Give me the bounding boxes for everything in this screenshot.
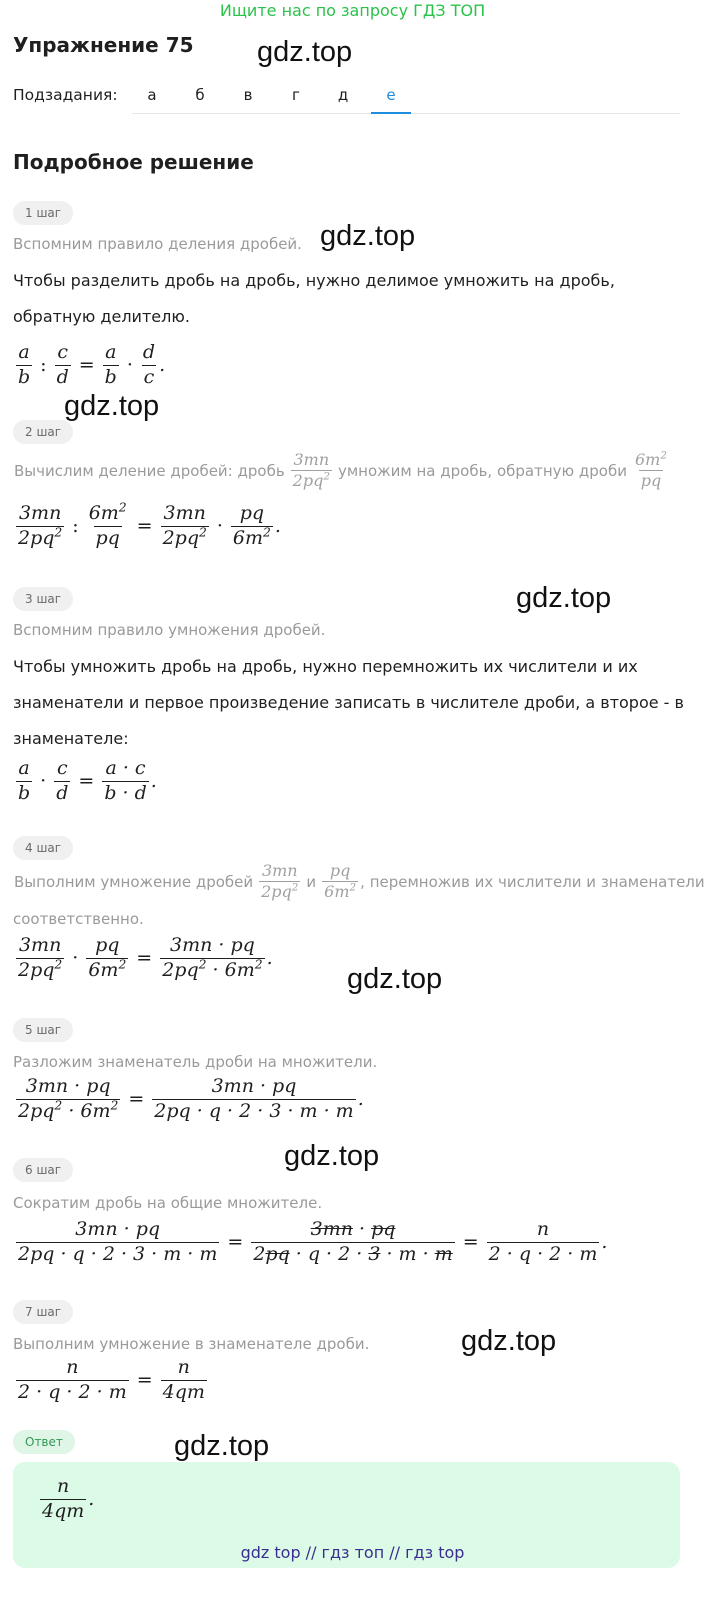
page-title: Упражнение 75 <box>13 33 194 57</box>
section-title: Подробное решение <box>13 150 254 174</box>
tab-subtask-a[interactable]: а <box>147 86 157 104</box>
subtasks-label: Подзадания: <box>13 86 118 104</box>
step-1-text-line-2: обратную делителю. <box>13 307 190 326</box>
step-2-hint: Вычислим деление дробей: дробь $\frac{3mn}{2pq^2}$ умножим на дробь, обратную дроби $\frac{6m^2}{pq}$ <box>14 449 667 491</box>
tab-subtask-b[interactable]: б <box>195 86 205 104</box>
step-4-hint: Выполним умножение дробей $\frac{3mn}{2pq^2}$ и $\frac{pq}{6m^2}$ , перемножив их числители и знаменатели <box>14 861 705 902</box>
step-3-text-line-2: знаменатели и первое произведение записать в числителе дроби, а второе - в <box>13 693 684 712</box>
watermark: gdz.top <box>284 1140 380 1172</box>
answer-formula: $\frac{n}{4qm}$ . <box>42 1475 95 1522</box>
watermark: gdz.top <box>257 36 353 68</box>
answer-badge: Ответ <box>13 1430 75 1454</box>
watermark: gdz.top <box>347 963 443 995</box>
step-badge-4: 4 шаг <box>13 836 73 860</box>
tab-subtask-v[interactable]: в <box>243 86 253 104</box>
step-badge-3: 3 шаг <box>13 587 73 611</box>
step-7-formula: $\frac{n}{2 \cdot q \cdot 2 \cdot m}$ = $\frac{n}{4qm}$ <box>18 1356 205 1403</box>
tab-subtask-d[interactable]: д <box>337 86 349 104</box>
step-5-hint: Разложим знаменатель дроби на множители. <box>13 1053 378 1071</box>
watermark: gdz.top <box>516 582 612 614</box>
step-7-hint: Выполним умножение в знаменателе дроби. <box>13 1335 370 1353</box>
subtask-tabs <box>132 76 680 114</box>
division-rule-formula: $\frac{a}{b}$ : $\frac{c}{d}$ = $\frac{a}{b}$ · $\frac{d}{c}$ . <box>18 341 166 388</box>
tab-subtask-g[interactable]: г <box>292 86 300 104</box>
multiplication-rule-formula: $\frac{a}{b}$ · $\frac{c}{d}$ = $\frac{a \cdot c}{b \cdot d}$ . <box>18 757 157 804</box>
watermark: gdz.top <box>461 1325 557 1357</box>
top-search-link[interactable]: Ищите нас по запросу ГДЗ ТОП <box>219 1 486 20</box>
step-6-formula: $\frac{3mn \cdot pq}{2pq \cdot q \cdot 2 \cdot 3 \cdot m \cdot m}$ = $\frac{3mn \cdot pq}{2pq \cdot q \cdot 2 \cdot 3 \cdot m \cdot m}$ = $\frac{n}{2 \cdot q \cdot 2 \cdot m}$ . <box>18 1218 608 1265</box>
step-badge-2: 2 шаг <box>13 420 73 444</box>
step-badge-1: 1 шаг <box>13 201 73 225</box>
step-3-hint: Вспомним правило умножения дробей. <box>13 621 326 639</box>
step-4-hint-line-2: соответственно. <box>13 910 144 928</box>
watermark: gdz.top <box>64 390 160 422</box>
step-6-hint: Сократим дробь на общие множителе. <box>13 1194 323 1212</box>
watermark: gdz.top <box>174 1430 270 1462</box>
step-5-formula: $\frac{3mn \cdot pq}{2pq^2 \cdot 6m^2}$ = $\frac{3mn \cdot pq}{2pq \cdot q \cdot 2 \cdot 3 \cdot m \cdot m}$ . <box>18 1075 364 1122</box>
step-badge-6: 6 шаг <box>13 1158 73 1182</box>
step-4-hint-part-2: , перемножив их числители и знаменатели <box>360 872 705 891</box>
step-3-text-line-1: Чтобы умножить дробь на дробь, нужно перемножить их числители и их <box>13 657 638 676</box>
step-4-hint-and: и <box>306 872 317 891</box>
step-1-text-line-1: Чтобы разделить дробь на дробь, нужно делимое умножить на дробь, <box>13 271 615 290</box>
step-1-hint: Вспомним правило деления дробей. <box>13 235 302 253</box>
watermark: gdz.top <box>320 220 416 252</box>
step-2-hint-part-1: Вычислим деление дробей: дробь <box>14 461 285 480</box>
tab-subtask-e[interactable]: е <box>371 76 411 114</box>
step-4-formula: $\frac{3mn}{2pq^2}$ · $\frac{pq}{6m^2}$ = $\frac{3mn \cdot pq}{2pq^2 \cdot 6m^2}$ . <box>18 934 273 981</box>
step-3-text-line-3: знаменателе: <box>13 729 129 748</box>
step-badge-7: 7 шаг <box>13 1300 73 1324</box>
step-2-formula: $\frac{3mn}{2pq^2}$ : $\frac{6m^2}{pq}$ = $\frac{3mn}{2pq^2}$ · $\frac{pq}{6m^2}$ . <box>18 500 281 549</box>
footer-links[interactable]: gdz top // гдз топ // гдз top <box>240 1543 465 1562</box>
step-4-hint-part-1: Выполним умножение дробей <box>14 872 254 891</box>
step-badge-5: 5 шаг <box>13 1018 73 1042</box>
step-2-hint-part-2: умножим на дробь, обратную дроби <box>337 461 627 480</box>
